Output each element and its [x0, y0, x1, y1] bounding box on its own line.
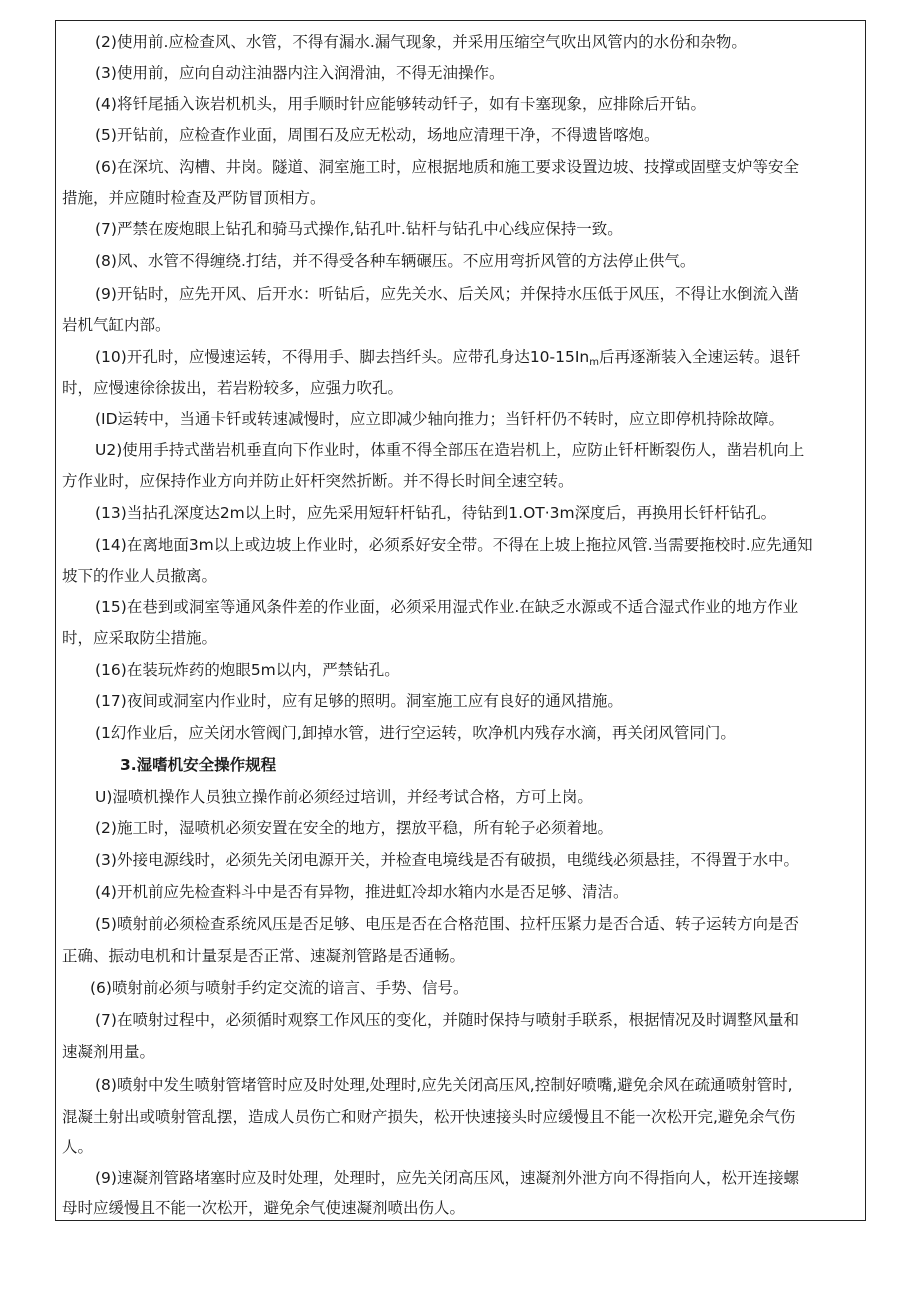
paragraph-15-cont: 时，应采取防尘措施。	[62, 629, 218, 647]
paragraph-6-cont: 措施，并应随时检查及严防冒顶相方。	[62, 189, 326, 207]
paragraph-7: (7)严禁在废炮眼上钻孔和骑马式操作,钻孔叶.钻杆与钻孔中心线应保持一致。	[95, 220, 623, 238]
paragraph-10-part1: (10)开孔时，应慢速运转，不得用手、脚去挡纤头。应带孔身达10-15In	[95, 348, 590, 366]
paragraph-3: (3)使用前，应向自动注油器内注入润滑油，不得无油操作。	[95, 64, 505, 82]
paragraph-17: (17)夜间或洞室内作业时，应有足够的照明。洞室施工应有良好的通风措施。	[95, 692, 623, 710]
wet-spray-3: (3)外接电源线时，必须先关闭电源开关，并检查电境线是否有破损，电缆线必须悬挂，不得置于水中。	[95, 851, 799, 869]
wet-spray-8-cont1: 混凝土射出或喷射管乱摆，造成人员伤亡和财产损失，松开快速接头时应缓慢且不能一次松开完,避免余气伤	[62, 1108, 796, 1126]
wet-spray-9: (9)速凝剂管路堵塞时应及时处理，处理时，应先关闭高压风，速凝剂外泄方向不得指向人，松开连接螺	[95, 1169, 799, 1187]
wet-spray-6: (6)喷射前必须与喷射手约定交流的谙言、手势、信号。	[90, 979, 469, 997]
wet-spray-5: (5)喷射前必须检查系统风压是否足够、电压是否在合格范围、拉杆压紧力是否合适、转子运转方向是否	[95, 915, 799, 933]
paragraph-9-cont: 岩机气缸内部。	[62, 316, 171, 334]
wet-spray-8-cont2: 人。	[62, 1138, 94, 1156]
paragraph-18: (1幻作业后，应关闭水管阀门,卸掉水管，进行空运转，吹净机内残存水滴，再关闭风管同门。	[95, 724, 736, 742]
paragraph-14: (14)在离地面3m以上或边坡上作业时，必须系好安全带。不得在上坡上拖拉风管.当需要拖校时.应先通知	[95, 536, 813, 554]
paragraph-2: (2)使用前.应检查风、水管，不得有漏水.漏气现象，并采用压缩空气吹出风管内的水份和杂物。	[95, 33, 747, 51]
paragraph-10-cont: 时，应慢速徐徐拔出，若岩粉较多，应强力吹孔。	[62, 379, 404, 397]
section-3-heading: 3.湿嗜机安全操作规程	[120, 756, 277, 774]
wet-spray-2: (2)施工时，湿喷机必须安置在安全的地方，摆放平稳，所有轮子必须着地。	[95, 819, 613, 837]
paragraph-16: (16)在装玩炸药的炮眼5m以内，严禁钻孔。	[95, 661, 400, 679]
paragraph-10-part2: 后再逐渐装入全速运转。退钎	[599, 348, 801, 366]
paragraph-14-cont: 坡下的作业人员撤离。	[62, 567, 218, 585]
wet-spray-9-cont: 母时应缓慢且不能一次松开，避免余气使速凝剂喷出伤人。	[62, 1199, 466, 1217]
paragraph-12-cont: 方作业时，应保持作业方向并防止奸杆突然折断。并不得长时间全速空转。	[62, 472, 574, 490]
paragraph-5: (5)开钻前，应检查作业面，周围石及应无松动，场地应清理干净，不得遗皆喀炮。	[95, 126, 660, 144]
paragraph-6: (6)在深坑、沟槽、井岗。隧道、洞室施工时，应根据地质和施工要求设置边坡、技撑或固壁支炉等安全	[95, 158, 799, 176]
paragraph-4: (4)将钎尾插入诙岩机机头，用手顺时针应能够转动钎子，如有卡塞现象，应排除后开钻。	[95, 95, 706, 113]
wet-spray-7: (7)在喷射过程中，必须循时观察工作风压的变化，并随时保持与喷射手联系，根据情况及时调整风量和	[95, 1011, 799, 1029]
wet-spray-5-cont: 正确、振动电机和计量泵是否正常、速凝剂管路是否通畅。	[62, 947, 466, 965]
wet-spray-4: (4)开机前应先检查料斗中是否有异物，推进虹冷却水箱内水是否足够、清洁。	[95, 883, 629, 901]
unit-subscript: m	[589, 357, 600, 368]
paragraph-11: (ID运转中，当通卡钎或转速减慢时，应立即减少轴向推力；当钎杆仍不转时，应立即停机持除故障。	[95, 410, 785, 428]
wet-spray-1: U)湿喷机操作人员独立操作前必须经过培训，并经考试合格，方可上岗。	[95, 788, 593, 806]
paragraph-9: (9)开钻时，应先开风、后开水：听钻后，应先关水、后关风；并保持水压低于风压，不得让水倒流入凿	[95, 285, 799, 303]
paragraph-8: (8)风、水管不得缠绕.打结，并不得受各种车辆碾压。不应用弯折风管的方法停止供气。	[95, 252, 696, 270]
paragraph-15: (15)在巷到或洞室等通风条件差的作业面，必须采用湿式作业.在缺乏水源或不适合湿式作业的地方作业	[95, 598, 799, 616]
wet-spray-7-cont: 速凝剂用量。	[62, 1043, 156, 1061]
paragraph-13: (13)当拈孔深度达2m以上时，应先采用短轩杆钻孔，待钻到1.OT·3m深度后，再换用长钎杆钻孔。	[95, 504, 777, 522]
paragraph-12: U2)使用手持式凿岩机垂直向下作业时，体重不得全部压在造岩机上，应防止钎杆断裂伤人，凿岩机向上	[95, 441, 805, 459]
wet-spray-8: (8)喷射中发生喷射管堵管时应及时处理,处理时,应先关闭高压风,控制好喷嘴,避免余风在疏通喷射管时,	[95, 1076, 793, 1094]
